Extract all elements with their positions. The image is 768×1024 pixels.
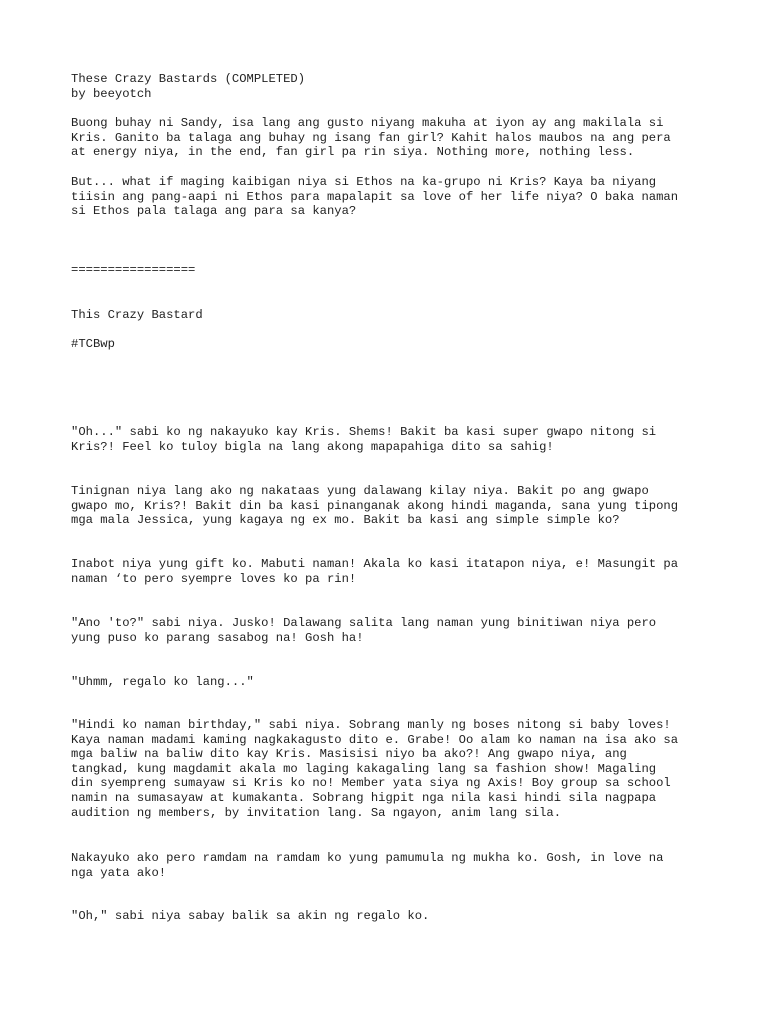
story-paragraph: "Ano 'to?" sabi niya. Jusko! Dalawang salita lang naman yung binitiwan niya pero yung puso ko parang sasabog na! Gosh ha! (71, 616, 657, 645)
chapter-title: This Crazy Bastard (71, 308, 203, 322)
story-paragraph: Inabot niya yung gift ko. Mabuti naman! Akala ko kasi itatapon niya, e! Masungit pa naman ‘to pero syempre loves ko pa rin! (71, 557, 679, 586)
story-paragraph: "Hindi ko naman birthday," sabi niya. Sobrang manly ng boses nitong si baby loves! Kaya naman madami kaming nagkakagusto dito e. Grabe! Oo alam ko naman na isa ako sa mga baliw na baliw dito kay Kris. Masisisi niyo ba ako?! Ang gwapo niya, ang tangkad, kung magdamit akala mo laging kakagaling lang sa fashion show! Magaling din syempreng sumayaw si Kris ko no! Member yata siya ng Axis! Boy group sa school namin na sumasayaw at kumakanta. Sobrang higpit nga nila kasi hindi sila nagpapa audition ng members, by invitation lang. Sa ngayon, anim lang sila. (71, 718, 679, 820)
story-blurb-paragraph: Buong buhay ni Sandy, isa lang ang gusto niyang makuha at iyon ay ang makilala si Kris. Ganito ba talaga ang buhay ng isang fan girl? Kahit halos maubos na ang pera at energy niya, in the end, fan girl pa rin siya. Nothing more, nothing less. (71, 116, 671, 160)
story-paragraph: "Oh..." sabi ko ng nakayuko kay Kris. Shems! Bakit ba kasi super gwapo nitong si Kris?! Feel ko tuloy bigla na lang akong mapapahiga dito sa sahig! (71, 425, 657, 454)
story-paragraph: Nakayuko ako pero ramdam na ramdam ko yung pamumula ng mukha ko. Gosh, in love na nga yata ako! (71, 851, 664, 880)
story-author: by beeyotch (71, 87, 152, 101)
story-paragraph: "Oh," sabi niya sabay balik sa akin ng regalo ko. (71, 909, 430, 923)
section-divider: ================= (71, 263, 196, 277)
hashtag: #TCBwp (71, 337, 115, 351)
story-title: These Crazy Bastards (COMPLETED) (71, 72, 306, 86)
story-blurb-paragraph: But... what if maging kaibigan niya si Ethos na ka-grupo ni Kris? Kaya ba niyang tiisin ang pang-aapi ni Ethos para mapalapit sa love of her life niya? O baka naman si Ethos pala talaga ang para sa kanya? (71, 175, 679, 219)
story-paragraph: Tinignan niya lang ako ng nakataas yung dalawang kilay niya. Bakit po ang gwapo gwapo mo, Kris?! Bakit din ba kasi pinanganak akong hindi maganda, sana yung tipong mga mala Jessica, yung kagaya ng ex mo. Bakit ba kasi ang simple simple ko? (71, 484, 679, 528)
story-paragraph: "Uhmm, regalo ko lang..." (71, 675, 254, 689)
